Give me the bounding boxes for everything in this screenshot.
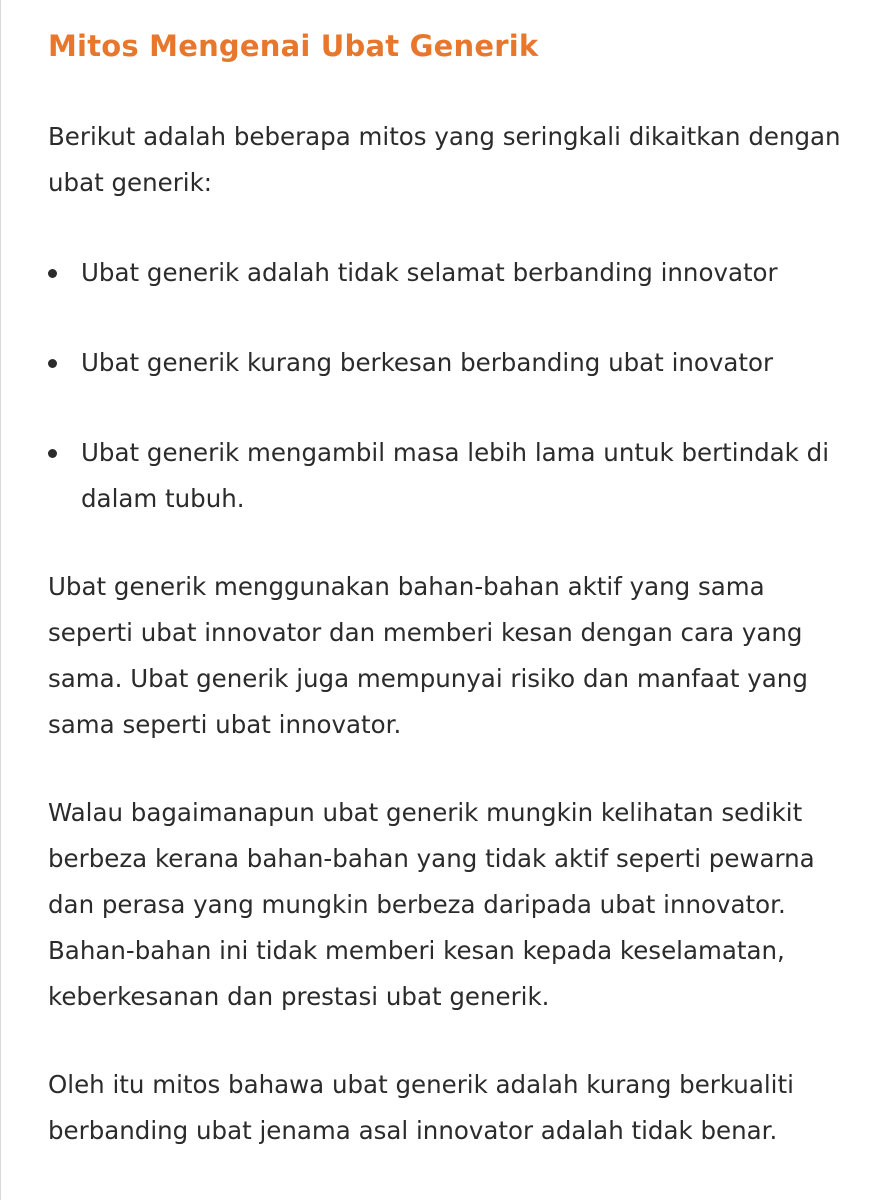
bullet-icon (48, 359, 57, 368)
list-item (48, 250, 848, 296)
list-item (48, 340, 848, 386)
myth-text: Ubat generik adalah tidak selamat berbanding innovator (81, 258, 778, 287)
body-paragraph-active-ingredients: Ubat generik menggunakan bahan-bahan aktif yang sama seperti ubat innovator dan memberi kesan dengan cara yang sama. Ubat generik juga mempunyai risiko dan manfaat yang sama seperti ubat innovator. (48, 572, 808, 739)
article-heading: Mitos Mengenai Ubat Generik (48, 29, 539, 63)
myth-text: Ubat generik kurang berkesan berbanding ubat inovator (81, 348, 774, 377)
bullet-icon (48, 269, 57, 278)
list-item (48, 430, 848, 522)
body-paragraph-conclusion: Oleh itu mitos bahawa ubat generik adalah kurang berkualiti berbanding ubat jenama asal innovator adalah tidak benar. (48, 1070, 794, 1145)
bullet-icon (48, 449, 57, 458)
myth-text: Ubat generik mengambil masa lebih lama untuk bertindak di dalam tubuh. (81, 438, 830, 513)
myth-list (48, 250, 848, 522)
intro-paragraph: Berikut adalah beberapa mitos yang seringkali dikaitkan dengan ubat generik: (48, 122, 841, 197)
body-paragraph-inactive-ingredients: Walau bagaimanapun ubat generik mungkin kelihatan sedikit berbeza kerana bahan-bahan yang tidak aktif seperti pewarna dan perasa yang mungkin berbeza daripada ubat innovator. Bahan-bahan ini tidak memberi kesan kepada keselamatan, keberkesanan dan prestasi ubat generik. (48, 798, 815, 1011)
article-content (48, 24, 848, 1154)
